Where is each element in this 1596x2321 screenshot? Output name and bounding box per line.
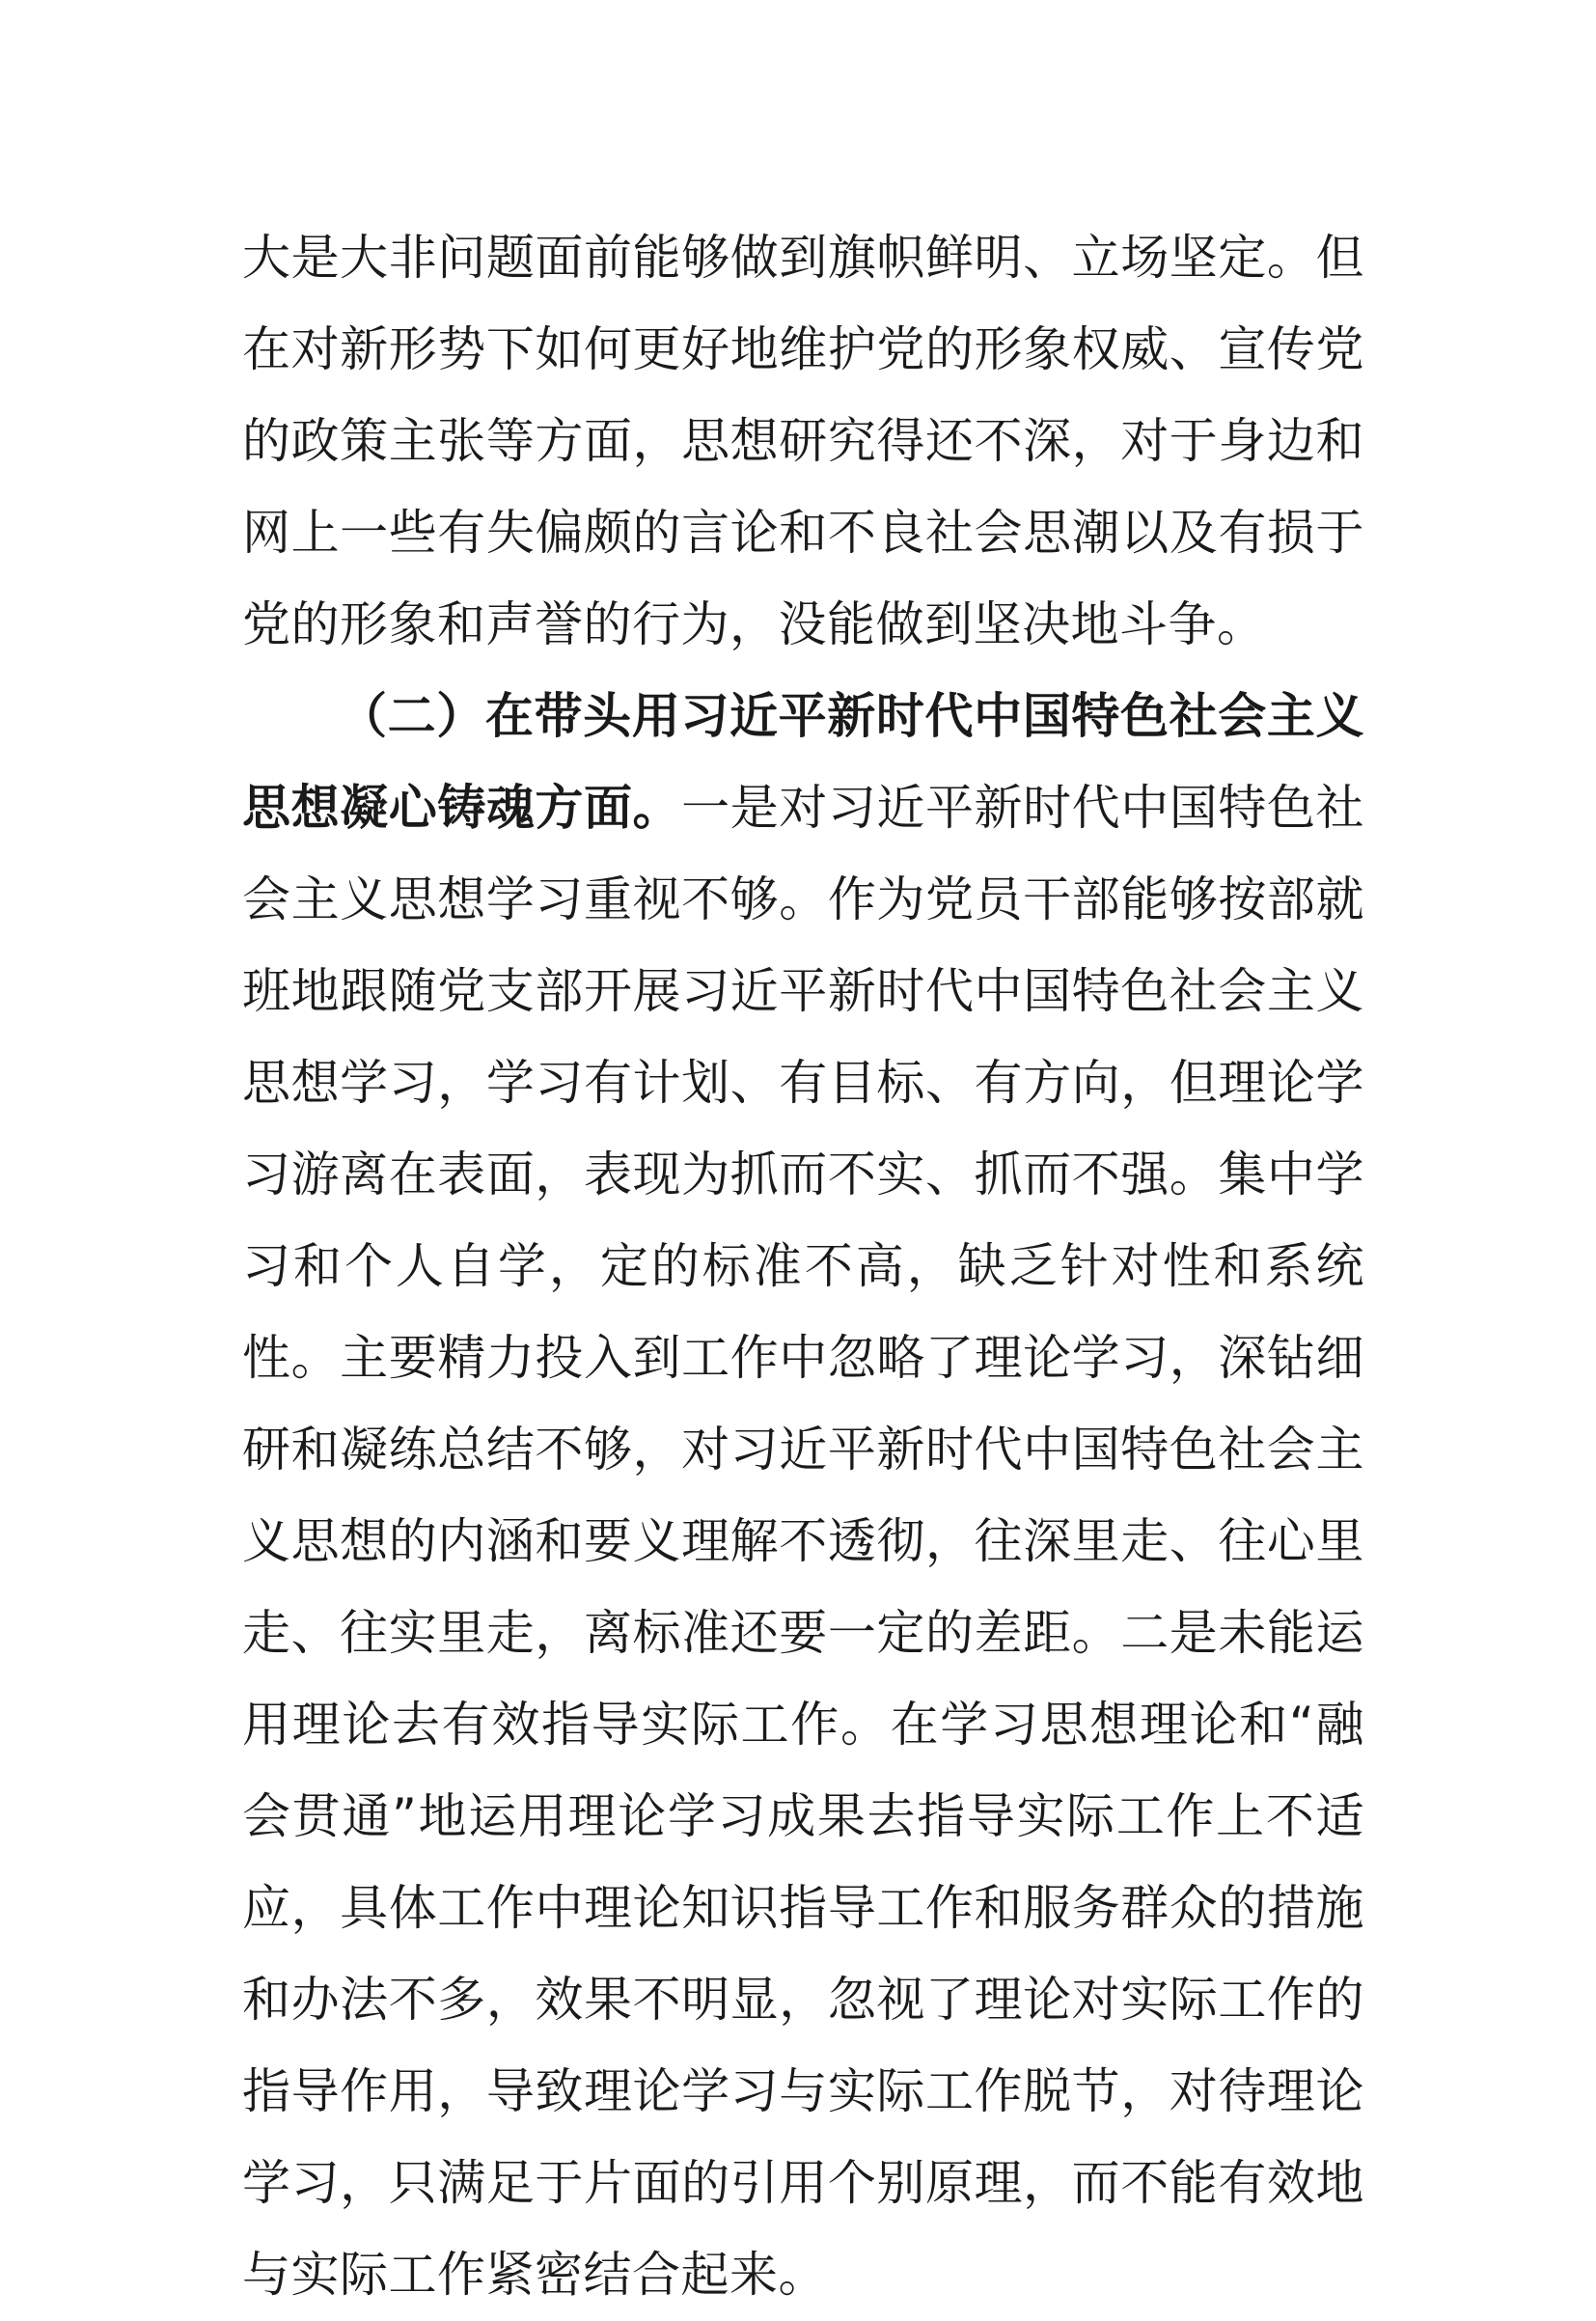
- paragraph-continuation: 大是大非问题面前能够做到旗帜鲜明、立场坚定。但在对新形势下如何更好地维护党的形象权威、宣传党的政策主张等方面，思想研究得还不深，对于身边和网上一些有失偏颇的言论和不良社会思潮以及有损于党的形象和声誉的行为，没能做到坚决地斗争。: [242, 230, 1364, 652]
- section-heading: （二）在带头用习近平新时代中国特色社会主义思想凝心铸魂方面。: [242, 688, 1364, 836]
- document-page: [242, 212, 1364, 2321]
- section-body: 一是对习近平新时代中国特色社会主义思想学习重视不够。作为党员干部能够按部就班地跟随党支部开展习近平新时代中国特色社会主义思想学习，学习有计划、有目标、有方向，但理论学习游离在表面，表现为抓而不实、抓而不强。集中学习和个人自学，定的标准不高，缺乏针对性和系统性。主要精力投入到工作中忽略了理论学习，深钻细研和凝练总结不够，对习近平新时代中国特色社会主义思想的内涵和要义理解不透彻，往深里走、往心里走、往实里走，离标准还要一定的差距。二是未能运用理论去有效指导实际工作。在学习思想理论和“融会贯通”地运用理论学习成果去指导实际工作上不适应，具体工作中理论知识指导工作和服务群众的措施和办法不多，效果不明显，忽视了理论对实际工作的指导作用，导致理论学习与实际工作脱节，对待理论学习，只满足于片面的引用个别原理，而不能有效地与实际工作紧密结合起来。: [242, 780, 1365, 2303]
- paragraph-section-two: [242, 671, 1364, 2321]
